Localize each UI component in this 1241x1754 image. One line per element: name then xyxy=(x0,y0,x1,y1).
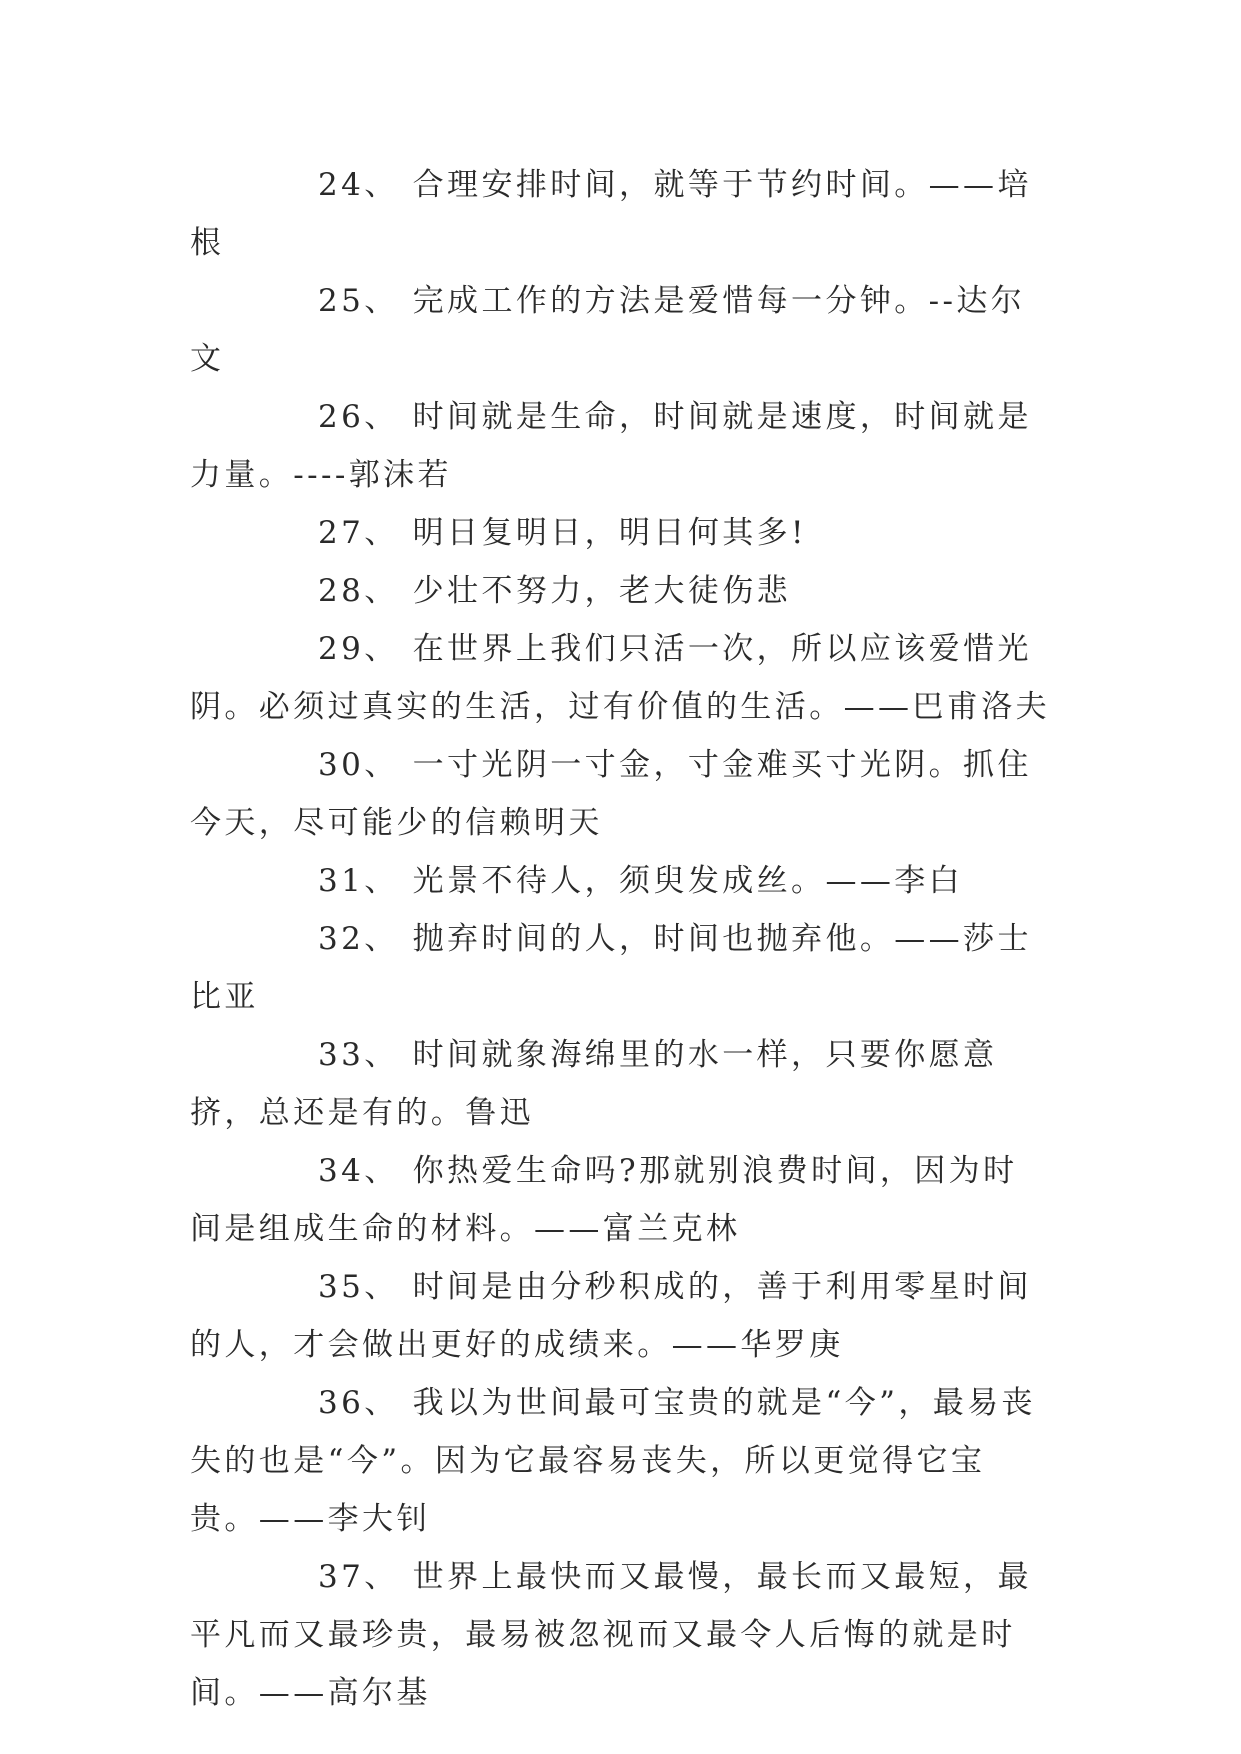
quote-number: 31、 xyxy=(318,863,399,899)
quote-item-29 xyxy=(190,620,1050,736)
quote-text: 你热爱生命吗?那就别浪费时间，因为时间是组成生命的材料。——富兰克林 xyxy=(190,1153,1018,1247)
quote-item-36 xyxy=(190,1374,1050,1548)
quote-text: 时间是由分秒积成的，善于利用零星时间的人，才会做出更好的成绩来。——华罗庚 xyxy=(190,1269,1032,1363)
quote-text: 我以为世间最可宝贵的就是“今”，最易丧失的也是“今”。因为它最容易丧失，所以更觉得它宝贵。——李大钊 xyxy=(190,1385,1036,1537)
quote-item-31 xyxy=(190,852,1050,910)
quote-number: 26、 xyxy=(318,399,399,435)
quote-number: 32、 xyxy=(318,921,399,957)
quote-item-37 xyxy=(190,1548,1050,1722)
quote-text: 时间就是生命，时间就是速度，时间就是力量。----郭沫若 xyxy=(190,399,1032,493)
quote-item-24 xyxy=(190,156,1050,272)
quote-text: 光景不待人，须臾发成丝。——李白 xyxy=(412,863,964,899)
quote-number: 36、 xyxy=(318,1385,399,1421)
quote-text: 完成工作的方法是爱惜每一分钟。--达尔文 xyxy=(190,283,1026,377)
quote-item-34 xyxy=(190,1142,1050,1258)
quote-number: 34、 xyxy=(318,1153,399,1189)
quote-number: 28、 xyxy=(318,573,399,609)
quote-number: 30、 xyxy=(318,747,399,783)
quote-text: 合理安排时间，就等于节约时间。——培根 xyxy=(190,167,1032,261)
quote-text: 明日复明日，明日何其多! xyxy=(412,515,807,551)
quote-text: 一寸光阴一寸金，寸金难买寸光阴。抓住今天，尽可能少的信赖明天 xyxy=(190,747,1032,841)
quote-number: 37、 xyxy=(318,1559,399,1595)
quote-item-33 xyxy=(190,1026,1050,1142)
quote-item-27 xyxy=(190,504,1050,562)
quote-text: 少壮不努力，老大徒伤悲 xyxy=(412,573,792,609)
quote-number: 29、 xyxy=(318,631,399,667)
quote-number: 33、 xyxy=(318,1037,399,1073)
quote-item-25 xyxy=(190,272,1050,388)
quote-item-28 xyxy=(190,562,1050,620)
quote-text: 在世界上我们只活一次，所以应该爱惜光阴。必须过真实的生活，过有价值的生活。——巴甫洛夫 xyxy=(190,631,1050,725)
quote-number: 24、 xyxy=(318,167,399,203)
quote-number: 27、 xyxy=(318,515,399,551)
quote-item-32 xyxy=(190,910,1050,1026)
quote-text: 世界上最快而又最慢，最长而又最短，最平凡而又最珍贵，最易被忽视而又最令人后悔的就是时间。——高尔基 xyxy=(190,1559,1032,1711)
quote-number: 25、 xyxy=(318,283,399,319)
quote-list xyxy=(190,156,1050,1722)
quote-text: 抛弃时间的人，时间也抛弃他。——莎士比亚 xyxy=(190,921,1032,1015)
quote-number: 35、 xyxy=(318,1269,399,1305)
quote-item-26 xyxy=(190,388,1050,504)
quote-text: 时间就象海绵里的水一样，只要你愿意挤，总还是有的。鲁迅 xyxy=(190,1037,998,1131)
quote-item-35 xyxy=(190,1258,1050,1374)
quote-item-30 xyxy=(190,736,1050,852)
